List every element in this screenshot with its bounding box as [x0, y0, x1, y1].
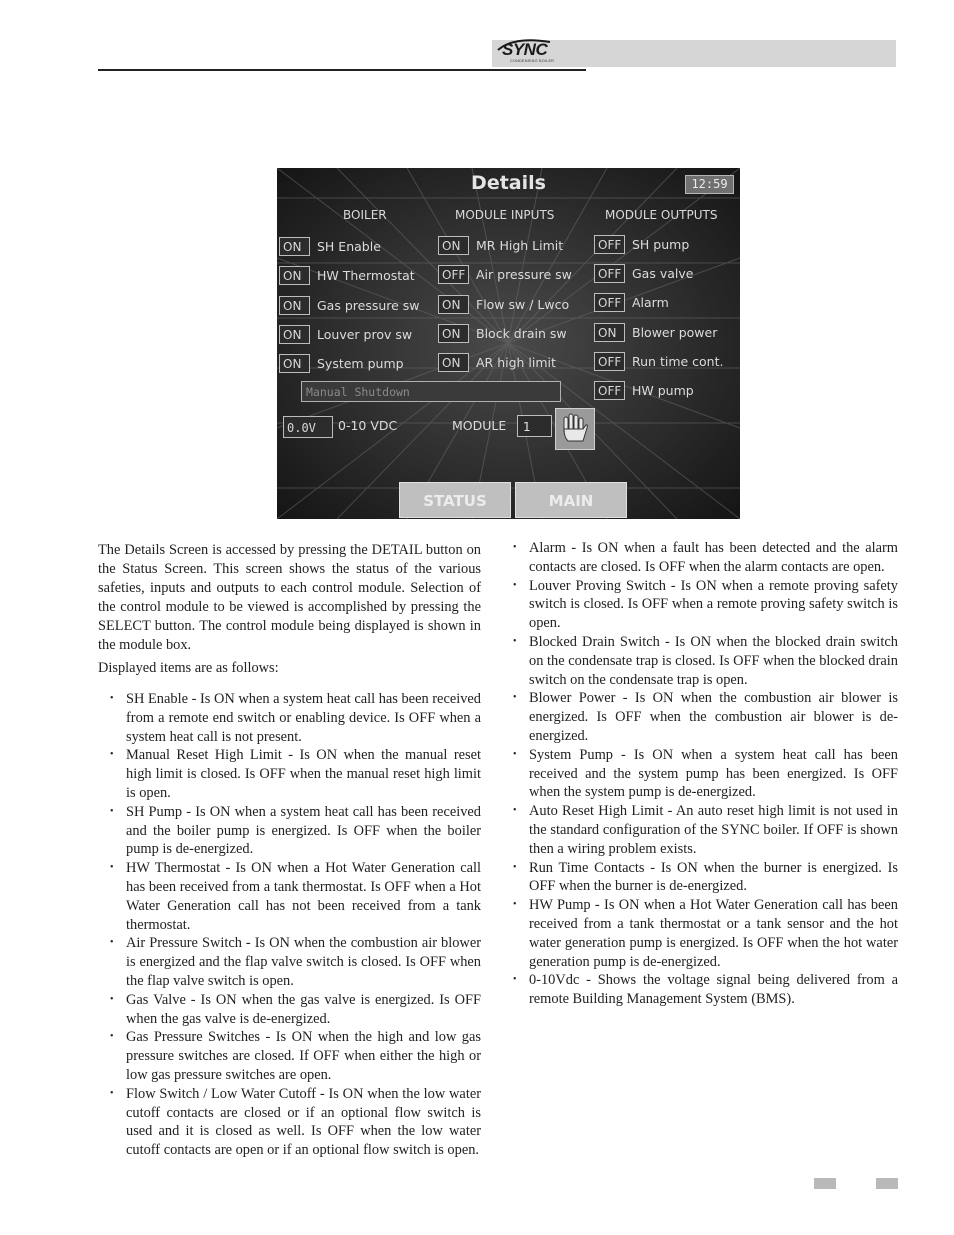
list-item: • Air Pressure Switch - Is ON when the combustion air blower is energized and the flap valve switch is closed. Is OFF when the flap valve switch is open.	[110, 935, 481, 989]
voltage-readout: 0.0V	[283, 416, 333, 438]
list-item: • HW Pump - Is ON when a Hot Water Generation call has been received from a tank thermostat or a tank sensor and the hot water generation pump is energized. Is OFF when the hot water generation pump is de-energized.	[513, 897, 898, 970]
list-item: • System Pump - Is ON when a system heat call has been received and the system pump has been energized. Is OFF when the system pump is de-energized.	[513, 746, 898, 801]
sync-logo	[494, 38, 564, 68]
boiler-status-sh-enable: ON	[279, 237, 310, 256]
items-intro: Displayed items are as follows:	[98, 660, 279, 676]
voltage-label: 0-10 VDC	[338, 418, 398, 433]
logo-word: SYNC	[502, 40, 548, 59]
bullet-icon: •	[513, 692, 517, 704]
input-label-block-drain: Block drain sw	[476, 326, 567, 341]
screen-title: Details	[471, 172, 546, 194]
list-item: • SH Pump - Is ON when a system heat call has been received and the boiler pump is energized. Is OFF when the boiler pump is de-energized.	[110, 803, 481, 858]
boiler-label-gas-pressure: Gas pressure sw	[317, 298, 420, 313]
list-item: • Flow Switch / Low Water Cutoff - Is ON when the low water cutoff contacts are closed or if an optional flow switch is used and it is closed as well. Is OFF when the low water cutoff contacts are open or if an optional flow switch is open.	[110, 1085, 481, 1159]
boiler-label-sh-enable: SH Enable	[317, 239, 381, 254]
bullet-icon: •	[110, 1031, 114, 1043]
input-status-block-drain: ON	[438, 324, 469, 343]
bullet-icon: •	[513, 635, 517, 647]
list-item: • Alarm - Is ON when a fault has been detected and the alarm contacts are closed. Is OFF when the alarm contacts are open.	[513, 540, 898, 575]
output-label-hw-pump: HW pump	[632, 383, 694, 398]
input-status-ar-high-limit: ON	[438, 353, 469, 372]
output-status-alarm: OFF	[594, 293, 625, 312]
input-status-mr-high-limit: ON	[438, 236, 469, 255]
bullet-icon: •	[513, 899, 517, 911]
bullet-icon: •	[513, 748, 517, 760]
right-item-list	[501, 539, 898, 1009]
list-item: • Blocked Drain Switch - Is ON when the blocked drain switch on the condensate trap is closed. Is OFF when the blocked drain switch on the condensate trap is open.	[513, 633, 898, 688]
list-item: • Run Time Contacts - Is ON when the burner is energized. Is OFF when the burner is de-energized.	[513, 859, 898, 895]
bullet-icon: •	[110, 693, 114, 704]
bullet-icon: •	[110, 805, 114, 817]
bullet-icon: •	[110, 862, 114, 874]
bullet-icon: •	[513, 974, 517, 986]
output-label-sh-pump: SH pump	[632, 237, 690, 252]
list-item: • Gas Pressure Switches - Is ON when the high and low gas pressure switches are closed. If OFF when either the high or low gas pressure switches are open.	[110, 1029, 481, 1083]
logo-subtext: CONDENSING BOILER	[510, 59, 555, 63]
bullet-icon: •	[110, 749, 114, 761]
module-label: MODULE	[452, 418, 507, 433]
bullet-icon: •	[110, 937, 114, 949]
column-header-module-inputs: MODULE INPUTS	[455, 208, 555, 222]
output-label-gas-valve: Gas valve	[632, 266, 694, 281]
bullet-icon: •	[513, 579, 517, 591]
input-label-mr-high-limit: MR High Limit	[476, 238, 564, 253]
input-label-flow-switch: Flow sw / Lwco	[476, 297, 570, 312]
status-button[interactable]: STATUS	[399, 482, 511, 518]
boiler-label-system-pump: System pump	[317, 356, 404, 371]
list-item: • 0-10Vdc - Shows the voltage signal being delivered from a remote Building Management System (BMS).	[513, 972, 898, 1008]
boiler-label-louver: Louver prov sw	[317, 327, 413, 342]
bullet-icon: •	[110, 1087, 114, 1099]
main-button[interactable]: MAIN	[515, 482, 627, 518]
output-status-blower-power: ON	[594, 323, 625, 342]
input-status-air-pressure: OFF	[438, 265, 469, 284]
boiler-status-system-pump: ON	[279, 354, 310, 373]
boiler-label-hw-thermostat: HW Thermostat	[317, 268, 415, 283]
output-status-gas-valve: OFF	[594, 264, 625, 283]
output-label-run-time: Run time cont.	[632, 354, 724, 369]
bullet-icon: •	[110, 993, 114, 1005]
bullet-icon: •	[513, 861, 517, 873]
output-status-run-time: OFF	[594, 352, 625, 371]
input-label-ar-high-limit: AR high limit	[476, 355, 556, 370]
left-item-list	[98, 690, 481, 1160]
manual-shutdown-hand-button[interactable]	[555, 408, 595, 450]
boiler-status-louver: ON	[279, 325, 310, 344]
output-status-sh-pump: OFF	[594, 235, 625, 254]
column-header-module-outputs: MODULE OUTPUTS	[605, 208, 718, 222]
output-label-alarm: Alarm	[632, 295, 669, 310]
boiler-status-gas-pressure: ON	[279, 296, 310, 315]
input-status-flow-switch: ON	[438, 295, 469, 314]
boiler-status-hw-thermostat: ON	[279, 266, 310, 285]
bullet-icon: •	[513, 542, 517, 553]
bullet-icon: •	[513, 805, 517, 817]
screen-clock: 12:59	[685, 175, 734, 194]
module-select-box[interactable]: 1	[517, 415, 552, 437]
list-item: • HW Thermostat - Is ON when a Hot Water Generation call has been received from a tank thermostat. Is OFF when a Hot Water Generation call has not been received from a tank thermostat.	[110, 860, 481, 933]
output-status-hw-pump: OFF	[594, 381, 625, 400]
page-marker-right	[876, 1178, 898, 1189]
page-marker-left	[814, 1178, 836, 1189]
output-label-blower-power: Blower power	[632, 325, 718, 340]
list-item: • Manual Reset High Limit - Is ON when the manual reset high limit is closed. Is OFF when the manual reset high limit is open.	[110, 747, 481, 801]
header-rule	[98, 69, 586, 71]
column-header-boiler: BOILER	[343, 208, 387, 222]
status-message-box: Manual Shutdown	[301, 381, 561, 402]
hand-icon	[556, 409, 594, 449]
list-item: • Louver Proving Switch - Is ON when a remote proving safety switch is closed. Is OFF when a remote proving safety switch is open.	[513, 577, 898, 632]
details-screen	[277, 168, 740, 519]
list-item: • Auto Reset High Limit - An auto reset high limit is not used in the standard configuration of the SYNC boiler. If OFF is shown then a wiring problem exists.	[513, 803, 898, 857]
list-item: • Blower Power - Is ON when the combustion air blower is energized. Is OFF when the combustion air blower is de-energized.	[513, 690, 898, 744]
list-item: • Gas Valve - Is ON when the gas valve is energized. Is OFF when the gas valve is de-energized.	[110, 991, 481, 1027]
intro-paragraph: The Details Screen is accessed by pressing the DETAIL button on the Status Screen. This screen shows the status of the various safeties, inputs and outputs to each control module. Selection of the control module to be viewed is accomplished by pressing the SELECT button. The control module being displayed is shown in the module box.	[98, 542, 481, 654]
input-label-air-pressure: Air pressure sw	[476, 267, 572, 282]
list-item: • SH Enable - Is ON when a system heat call has been received from a remote end switch or enabling device. Is OFF when a system heat call is not present.	[110, 691, 481, 745]
